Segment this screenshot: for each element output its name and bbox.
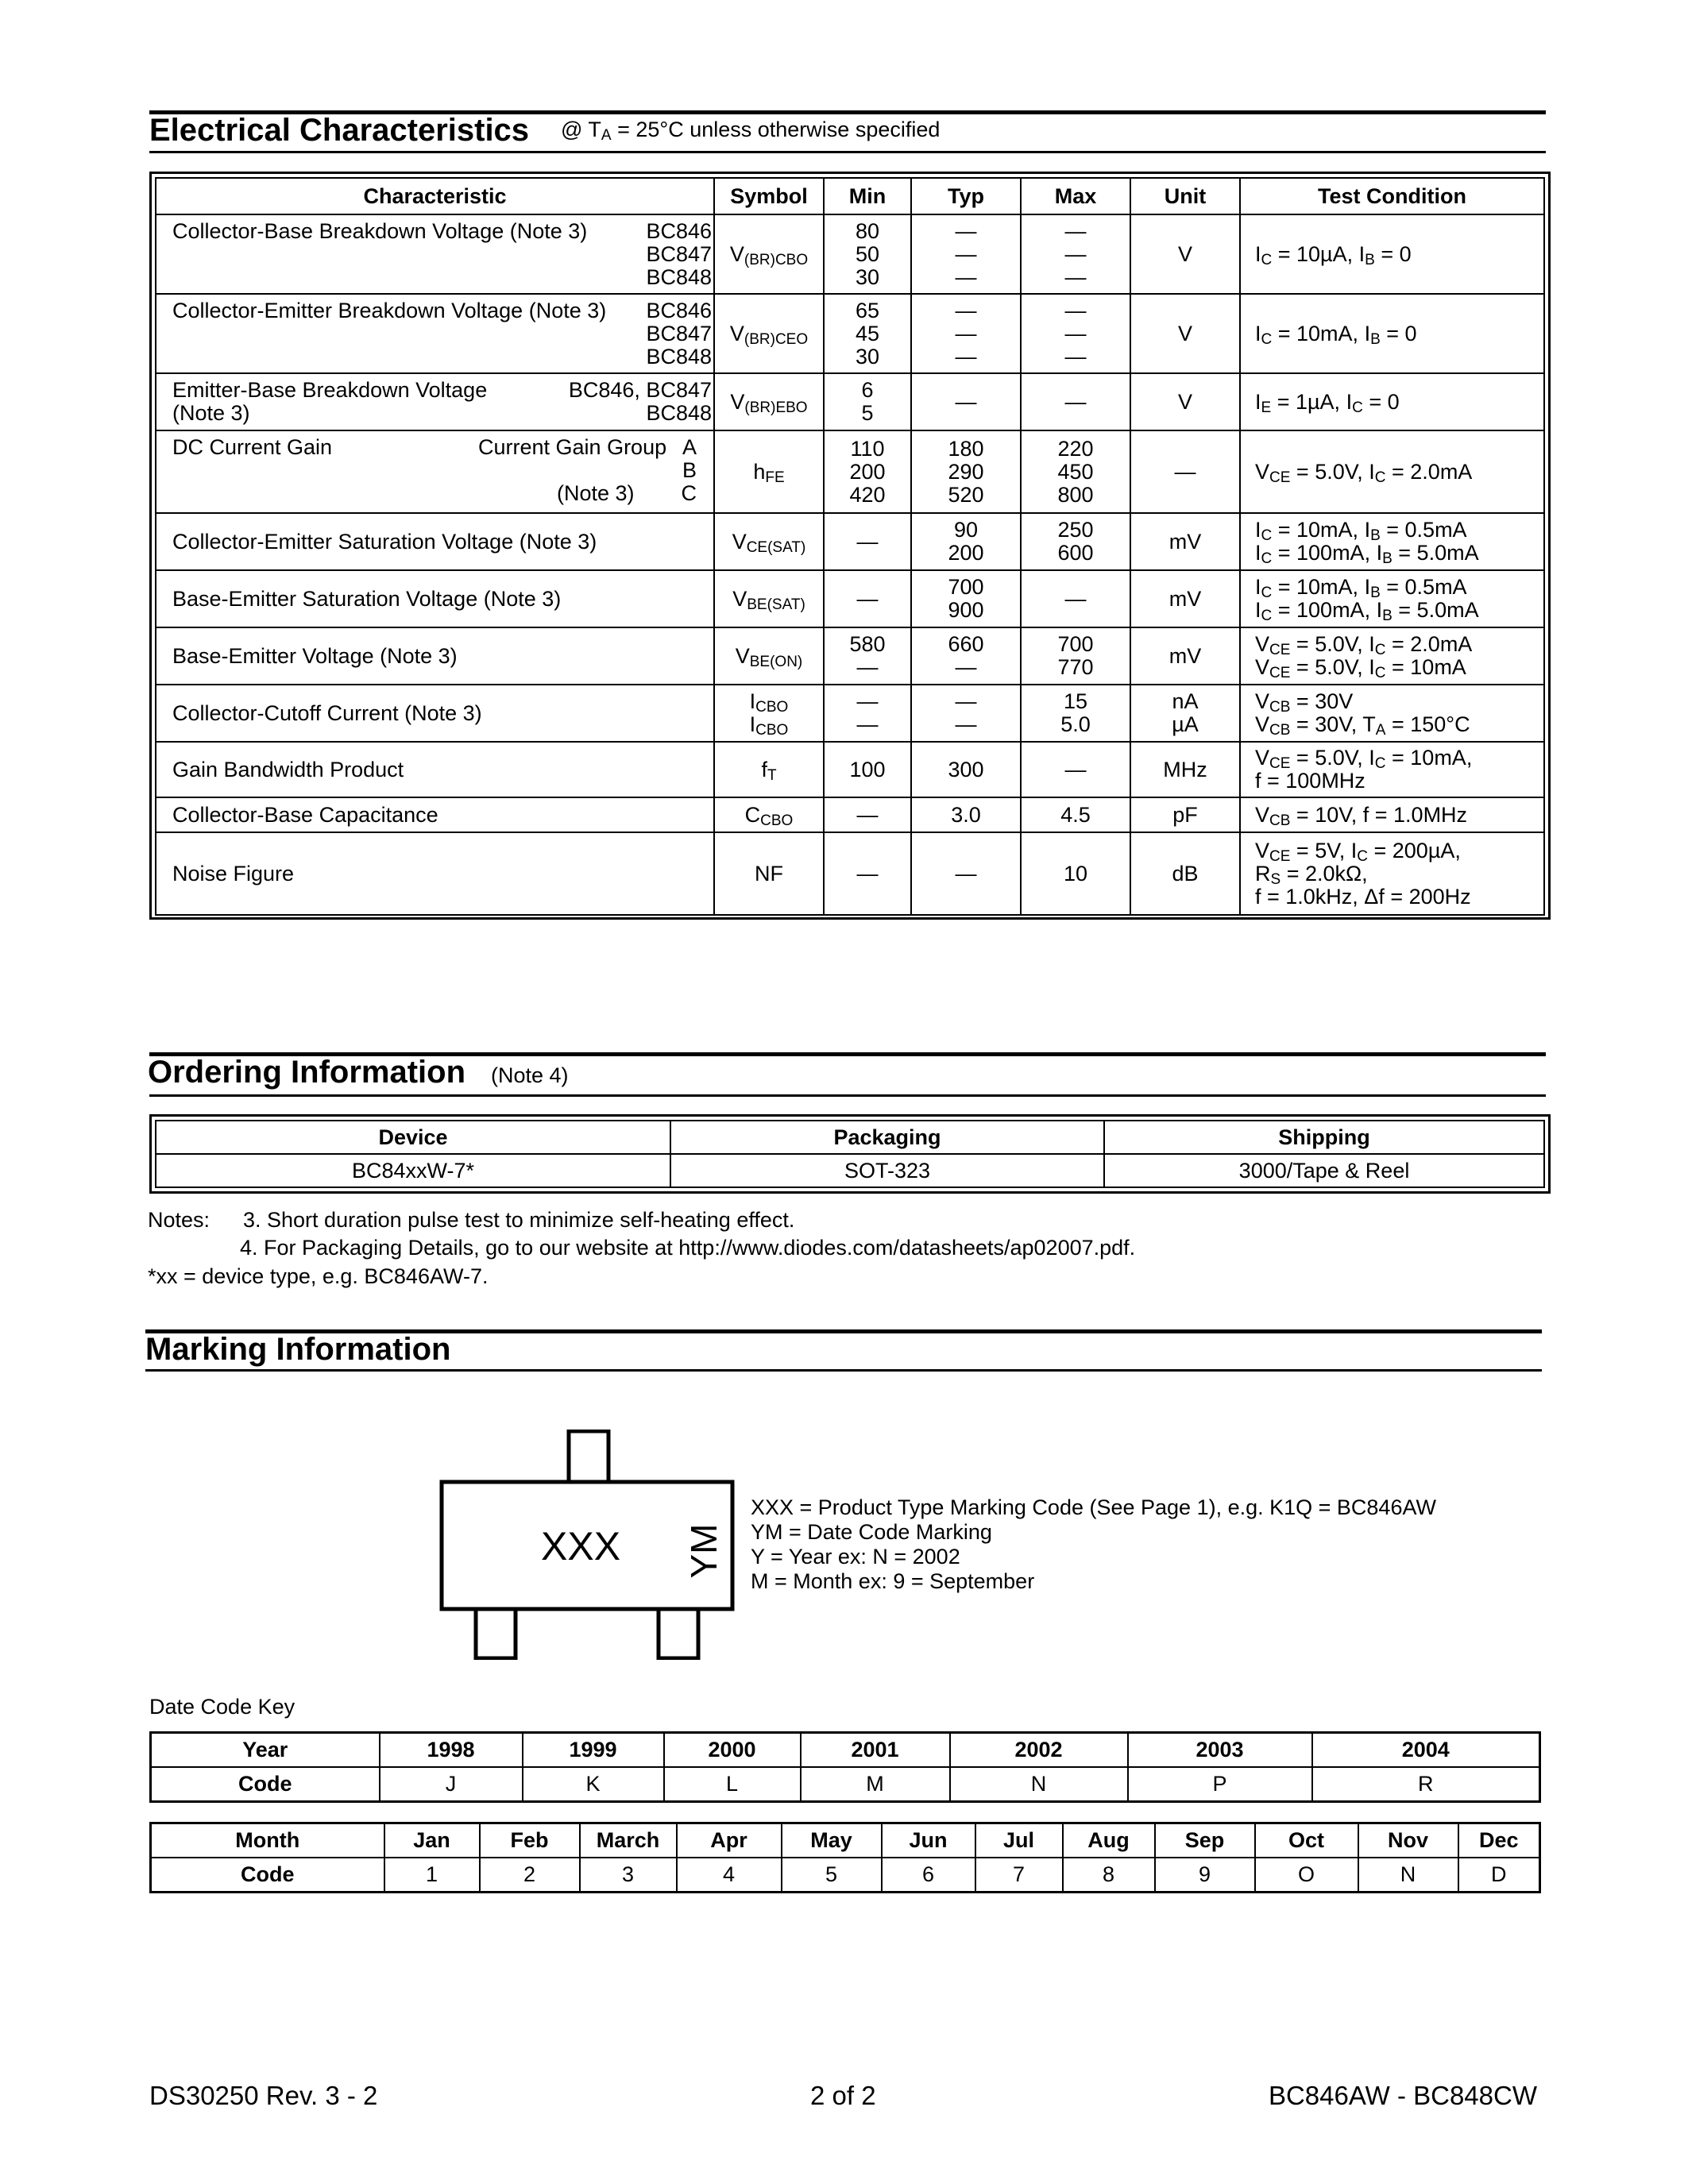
unit-cell: mV (1130, 570, 1240, 627)
variant: BC847 (646, 242, 712, 266)
max-cell: 10 (1021, 832, 1130, 915)
electrical-header-row (156, 178, 1544, 214)
test-condition-line: $I_C = 10mA$, $I_B = 0.5mA$ (1255, 575, 1467, 601)
month-cell: Apr (677, 1823, 782, 1858)
test-condition-line: $V_{CE} = 5V$, $I_C = 200\mu A$, (1255, 838, 1461, 865)
table-row (156, 1154, 1544, 1187)
min-cell: 6 5 (824, 373, 911, 430)
min-cell: 80 50 30 (824, 214, 911, 294)
footer-doc-number: DS30250 Rev. 3 - 2 (149, 2081, 378, 2110)
max-cell: — (1021, 570, 1130, 627)
min-cell: — (824, 570, 911, 627)
header-packaging: Packaging (670, 1121, 1104, 1154)
package-code: XXX (541, 1524, 621, 1569)
typ-cell: — (911, 373, 1021, 430)
characteristic-note: (Note 3) (557, 481, 635, 505)
ordering-table-frame (149, 1114, 1551, 1194)
unit-cell: — (1130, 430, 1240, 513)
month-cell: Dec (1458, 1823, 1540, 1858)
typ-cell: — (911, 832, 1021, 915)
table-row (156, 294, 1544, 373)
month-cell: Aug (1063, 1823, 1155, 1858)
variant: BC848 (646, 345, 712, 369)
min-cell: 580 — (824, 627, 911, 685)
electrical-title: Electrical Characteristics (149, 113, 530, 148)
typ-cell: 90 200 (911, 513, 1021, 570)
month-cell: May (782, 1823, 882, 1858)
test-condition-line: $I_C = 100mA$, $I_B = 5.0mA$ (1255, 598, 1479, 624)
typ-cell: — — (911, 685, 1021, 742)
test-condition-cell: $I_E = 1\mu A$, $I_C = 0$ (1240, 373, 1544, 430)
table-row (156, 627, 1544, 685)
header-min: Min (824, 178, 911, 214)
unit-cell: mV (1130, 627, 1240, 685)
min-cell: — — (824, 685, 911, 742)
max-cell: 220 450 800 (1021, 430, 1130, 513)
header-typ: Typ (911, 178, 1021, 214)
code-cell: 5 (782, 1858, 882, 1893)
code-cell: 1 (384, 1858, 480, 1893)
month-cell: Sep (1155, 1823, 1255, 1858)
test-condition-line: $R_S = 2.0k\Omega$, (1255, 861, 1368, 888)
test-condition-cell (1240, 832, 1544, 915)
unit-cell: mV (1130, 513, 1240, 570)
test-condition-cell (1240, 742, 1544, 797)
code-cell: O (1255, 1858, 1358, 1893)
symbol-cell: $V_{CE(SAT)}$ (714, 513, 824, 570)
unit-cell: nA µA (1130, 685, 1240, 742)
characteristic-cell: Base-Emitter Voltage (Note 3) (156, 627, 714, 685)
year-cell: 2000 (664, 1733, 801, 1768)
unit-cell: MHz (1130, 742, 1240, 797)
max-cell: — — — (1021, 294, 1130, 373)
month-cell: Nov (1358, 1823, 1458, 1858)
table-row (156, 214, 1544, 294)
gain-group-label: Current Gain Group (478, 435, 667, 459)
symbol-cell: $C_{CBO}$ (714, 797, 824, 832)
legend-line: YM = Date Code Marking (751, 1520, 992, 1544)
max-cell: — (1021, 742, 1130, 797)
header-max: Max (1021, 178, 1130, 214)
variant: BC846 (646, 299, 712, 322)
header-characteristic: Characteristic (156, 178, 714, 214)
typ-cell: 660 — (911, 627, 1021, 685)
gain-group: A (682, 435, 697, 459)
code-header: Code (151, 1767, 380, 1802)
footer-part-number: BC846AW - BC848CW (1268, 2081, 1537, 2110)
test-condition-cell: $V_{CE} = 5.0V$, $I_C = 2.0mA$ (1240, 430, 1544, 513)
symbol-cell: $I_{CBO}$ $I_{CBO}$ (714, 685, 824, 742)
table-row (156, 832, 1544, 915)
year-cell: 2001 (801, 1733, 950, 1768)
year-code-table (149, 1731, 1541, 1803)
characteristic-cell (156, 430, 714, 513)
month-cell: Jan (384, 1823, 480, 1858)
month-cell: Jun (882, 1823, 975, 1858)
code-cell: R (1312, 1767, 1540, 1802)
symbol-cell: $V_{(BR)EBO}$ (714, 373, 824, 430)
table-row (156, 430, 1544, 513)
month-cell: Jul (975, 1823, 1063, 1858)
month-header: Month (151, 1823, 384, 1858)
test-condition-line: $I_C = 100mA$, $I_B = 5.0mA$ (1255, 541, 1479, 567)
test-condition-line: f = 1.0kHz, Δf = 200Hz (1255, 884, 1471, 909)
variant: BC847 (646, 322, 712, 345)
table-row (156, 373, 1544, 430)
year-cell: 2004 (1312, 1733, 1540, 1768)
symbol-cell: NF (714, 832, 824, 915)
typ-cell: 700 900 (911, 570, 1021, 627)
unit-cell: V (1130, 373, 1240, 430)
note-3: 3. Short duration pulse test to minimize self-heating effect. (243, 1208, 795, 1232)
year-header: Year (151, 1733, 380, 1768)
legend-line: XXX = Product Type Marking Code (See Page 1), e.g. K1Q = BC846AW (751, 1495, 1436, 1519)
shipping-cell: 3000/Tape & Reel (1104, 1154, 1544, 1187)
max-cell: 700 770 (1021, 627, 1130, 685)
month-cell: March (580, 1823, 677, 1858)
code-cell: M (801, 1767, 950, 1802)
characteristic-cell: Noise Figure (156, 832, 714, 915)
code-cell: L (664, 1767, 801, 1802)
unit-cell: dB (1130, 832, 1240, 915)
month-row (151, 1823, 1540, 1858)
test-condition-line: $V_{CE} = 5.0V$, $I_C = 2.0mA$ (1255, 632, 1473, 658)
year-cell: 2003 (1128, 1733, 1312, 1768)
package-diagram (438, 1430, 740, 1660)
year-code-row (151, 1767, 1540, 1802)
test-condition-cell: $I_C = 10mA$, $I_B = 0$ (1240, 294, 1544, 373)
typ-cell: 180 290 520 (911, 430, 1021, 513)
notes-label: Notes: (148, 1208, 211, 1232)
variant: BC846, BC847 (568, 378, 712, 402)
year-row (151, 1733, 1540, 1768)
characteristic-name: Collector-Emitter Breakdown Voltage (Note 3) (172, 299, 607, 322)
variant: BC848 (646, 401, 712, 425)
electrical-condition: @ $T_A = 25^\circ C$ unless otherwise specified (561, 118, 941, 144)
header-test-condition: Test Condition (1240, 178, 1544, 214)
symbol-cell: $V_{BE(SAT)}$ (714, 570, 824, 627)
table-row (156, 570, 1544, 627)
header-symbol: Symbol (714, 178, 824, 214)
legend-line: M = Month ex: 9 = September (751, 1569, 1035, 1593)
table-row (156, 742, 1544, 797)
ordering-title-underline (149, 1094, 1546, 1097)
typ-cell: — — — (911, 294, 1021, 373)
symbol-cell: $h_{FE}$ (714, 430, 824, 513)
code-cell: N (1358, 1858, 1458, 1893)
characteristic-name: DC Current Gain (172, 435, 333, 459)
code-cell: J (380, 1767, 523, 1802)
ordering-note: (Note 4) (491, 1063, 569, 1087)
ordering-title: Ordering Information (148, 1055, 465, 1090)
characteristic-cell (156, 294, 714, 373)
year-cell: 1998 (380, 1733, 523, 1768)
min-cell: 110 200 420 (824, 430, 911, 513)
min-cell: 65 45 30 (824, 294, 911, 373)
unit-cell: V (1130, 214, 1240, 294)
header-unit: Unit (1130, 178, 1240, 214)
electrical-title-underline (149, 151, 1546, 153)
ordering-table (155, 1120, 1545, 1188)
test-condition-line: $V_{CE} = 5.0V$, $I_C = 10mA$ (1255, 655, 1466, 681)
footer-page-number: 2 of 2 (810, 2081, 876, 2110)
marking-title-underline (145, 1369, 1542, 1372)
min-cell: 100 (824, 742, 911, 797)
variant: BC848 (646, 265, 712, 289)
typ-cell: 300 (911, 742, 1021, 797)
test-condition-line: $V_{CE} = 5.0V$, $I_C = 10mA$, (1255, 746, 1473, 772)
code-cell: 9 (1155, 1858, 1255, 1893)
characteristic-cell: Collector-Emitter Saturation Voltage (Note 3) (156, 513, 714, 570)
characteristic-note: (Note 3) (172, 401, 250, 425)
packaging-cell: SOT-323 (670, 1154, 1104, 1187)
test-condition-cell (1240, 627, 1544, 685)
code-cell: D (1458, 1858, 1540, 1893)
characteristic-name: Emitter-Base Breakdown Voltage (172, 378, 488, 402)
code-cell: 6 (882, 1858, 975, 1893)
month-cell: Feb (480, 1823, 580, 1858)
month-code-table (149, 1822, 1541, 1893)
test-condition-cell (1240, 685, 1544, 742)
table-row (156, 513, 1544, 570)
typ-cell: — — — (911, 214, 1021, 294)
symbol-cell: $V_{BE(ON)}$ (714, 627, 824, 685)
code-cell: N (950, 1767, 1128, 1802)
test-condition-cell (1240, 513, 1544, 570)
characteristic-cell: Base-Emitter Saturation Voltage (Note 3) (156, 570, 714, 627)
legend-line: Y = Year ex: N = 2002 (751, 1545, 960, 1569)
code-cell: K (523, 1767, 664, 1802)
min-cell: — (824, 513, 911, 570)
max-cell: 15 5.0 (1021, 685, 1130, 742)
unit-cell: V (1130, 294, 1240, 373)
ordering-header-row (156, 1121, 1544, 1154)
variant: BC846 (646, 219, 712, 243)
symbol-cell: $f_T$ (714, 742, 824, 797)
min-cell: — (824, 797, 911, 832)
year-cell: 2002 (950, 1733, 1128, 1768)
code-cell: 4 (677, 1858, 782, 1893)
unit-cell: pF (1130, 797, 1240, 832)
symbol-cell: $V_{(BR)CEO}$ (714, 294, 824, 373)
table-row (156, 685, 1544, 742)
symbol-cell: $V_{(BR)CBO}$ (714, 214, 824, 294)
code-cell: 7 (975, 1858, 1063, 1893)
test-condition-line: $V_{CB} = 30V$, $T_A = 150^\circ C$ (1255, 712, 1470, 739)
note-4: 4. For Packaging Details, go to our website at http://www.diodes.com/datasheets/ap02007.pdf. (240, 1236, 1136, 1260)
characteristic-name: Collector-Base Breakdown Voltage (Note 3) (172, 219, 588, 243)
year-cell: 1999 (523, 1733, 664, 1768)
month-code-row (151, 1858, 1540, 1893)
code-cell: 8 (1063, 1858, 1155, 1893)
characteristic-cell: Collector-Cutoff Current (Note 3) (156, 685, 714, 742)
max-cell: — — — (1021, 214, 1130, 294)
date-code-key-label: Date Code Key (149, 1695, 295, 1719)
typ-cell: 3.0 (911, 797, 1021, 832)
footnote: *xx = device type, e.g. BC846AW-7. (148, 1264, 489, 1288)
min-cell: — (824, 832, 911, 915)
header-device: Device (156, 1121, 670, 1154)
test-condition-line: $I_C = 10mA$, $I_B = 0.5mA$ (1255, 518, 1467, 544)
max-cell: 250 600 (1021, 513, 1130, 570)
characteristic-cell: Gain Bandwidth Product (156, 742, 714, 797)
characteristic-cell (156, 214, 714, 294)
date-code: YM (683, 1523, 724, 1579)
test-condition-cell (1240, 570, 1544, 627)
marking-legend (751, 1495, 1436, 1594)
characteristic-cell (156, 373, 714, 430)
electrical-table (155, 177, 1545, 916)
gain-group: C (681, 481, 697, 505)
code-cell: 3 (580, 1858, 677, 1893)
marking-title: Marking Information (145, 1332, 451, 1367)
code-header: Code (151, 1858, 384, 1893)
header-shipping: Shipping (1104, 1121, 1544, 1154)
month-cell: Oct (1255, 1823, 1358, 1858)
characteristic-cell: Collector-Base Capacitance (156, 797, 714, 832)
max-cell: — (1021, 373, 1130, 430)
electrical-table-frame (149, 172, 1551, 920)
test-condition-cell: $V_{CB} = 10V$, f = 1.0MHz (1240, 797, 1544, 832)
max-cell: 4.5 (1021, 797, 1130, 832)
test-condition-line: $V_{CB} = 30V$ (1255, 689, 1354, 716)
test-condition-line: f = 100MHz (1255, 769, 1365, 793)
code-cell: 2 (480, 1858, 580, 1893)
gain-group: B (682, 458, 697, 482)
code-cell: P (1128, 1767, 1312, 1802)
device-cell: BC84xxW-7* (156, 1154, 670, 1187)
test-condition-cell: $I_C = 10\mu A$, $I_B = 0$ (1240, 214, 1544, 294)
table-row (156, 797, 1544, 832)
